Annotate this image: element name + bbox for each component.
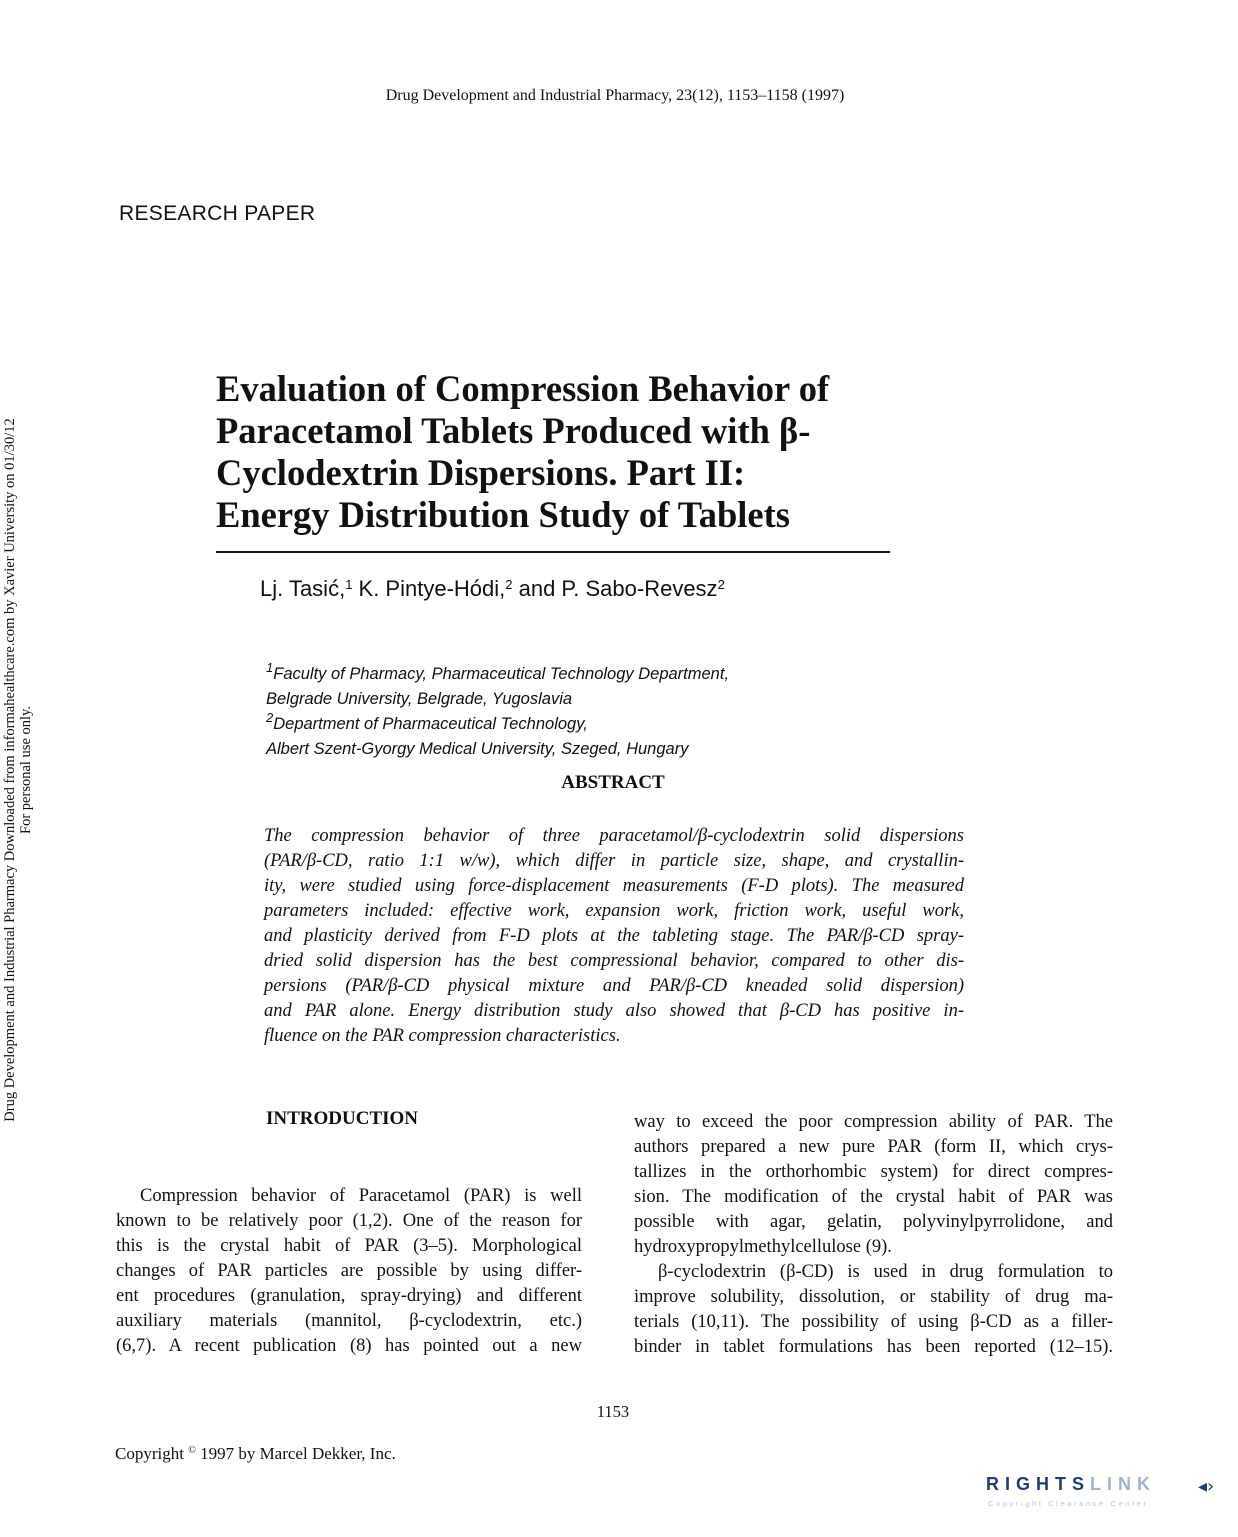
abstract-line: and plasticity derived from F-D plots at the tableting stage. The PAR/β-CD spray-	[264, 926, 964, 946]
body-line: this is the crystal habit of PAR (3–5). Morphological	[116, 1236, 582, 1256]
body-line: (6,7). A recent publication (8) has pointed out a new	[116, 1336, 582, 1356]
copyright-symbol: ©	[188, 1445, 196, 1456]
author-affiliation-mark: 2	[505, 577, 513, 592]
abstract-line: fluence on the PAR compression characteristics.	[264, 1026, 621, 1046]
body-line: possible with agar, gelatin, polyvinylpyrrolidone, and	[634, 1212, 1113, 1232]
body-column-left	[116, 1184, 582, 1359]
copyright-suffix: 1997 by Marcel Dekker, Inc.	[195, 1444, 396, 1463]
rightslink-arrow-icon: ◂›	[1198, 1476, 1215, 1497]
title-line: Cyclodextrin Dispersions. Part II:	[216, 452, 746, 493]
section-type-label: RESEARCH PAPER	[119, 202, 316, 225]
abstract-line: parameters included: effective work, expansion work, friction work, useful work,	[264, 901, 964, 921]
article-title	[216, 368, 896, 536]
abstract-line: persions (PAR/β-CD physical mixture and PAR/β-CD kneaded solid dispersion)	[264, 976, 964, 996]
page-number: 1153	[596, 1402, 630, 1421]
abstract-heading: ABSTRACT	[561, 772, 665, 793]
rightslink-logo[interactable]	[986, 1474, 1218, 1514]
author-name: K. Pintye-Hódi,	[352, 576, 506, 601]
rightslink-wordmark	[986, 1474, 1156, 1495]
title-line: Energy Distribution Study of Tablets	[216, 494, 790, 535]
affiliation-mark: 2	[266, 710, 274, 725]
title-line: Evaluation of Compression Behavior of	[216, 368, 830, 409]
affiliation-line	[266, 687, 729, 712]
body-line: sion. The modification of the crystal habit of PAR was	[634, 1187, 1113, 1207]
body-line: binder in tablet formulations has been reported (12–15).	[634, 1337, 1113, 1357]
abstract-body	[264, 824, 964, 1049]
author-affiliation-mark: 2	[717, 577, 725, 592]
copyright-prefix: Copyright	[115, 1444, 189, 1463]
body-column-right	[634, 1110, 1113, 1360]
affiliation-text: Albert Szent-Gyorgy Medical University, Szeged, Hungary	[266, 740, 689, 758]
body-line: changes of PAR particles are possible by using differ-	[116, 1261, 582, 1281]
body-line: auxiliary materials (mannitol, β-cyclodextrin, etc.)	[116, 1311, 582, 1331]
affiliation-line	[266, 662, 729, 687]
author-name: Lj. Tasić,	[260, 576, 346, 601]
abstract-line: dried solid dispersion has the best compressional behavior, compared to other dis-	[264, 951, 964, 971]
copyright-notice	[115, 1444, 396, 1464]
abstract-line: and PAR alone. Energy distribution study also showed that β-CD has positive in-	[264, 1001, 964, 1021]
body-line: ent procedures (granulation, spray-drying) and different	[116, 1286, 582, 1306]
affiliations	[266, 662, 729, 762]
body-line: tallizes in the orthorhombic system) for direct compres-	[634, 1162, 1113, 1182]
body-line: hydroxypropylmethylcellulose (9).	[634, 1237, 892, 1257]
journal-header: Drug Development and Industrial Pharmacy, 23(12), 1153–1158 (1997)	[385, 87, 845, 104]
author-list	[260, 576, 725, 602]
affiliation-line	[266, 712, 729, 737]
abstract-line: The compression behavior of three paracetamol/β-cyclodextrin solid dispersions	[264, 826, 964, 846]
download-notice-line-1: Drug Development and Industrial Pharmacy Downloaded from informahealthcare.com by Xavier University on 01/30/12	[2, 418, 18, 1122]
body-line: terials (10,11). The possibility of using β-CD as a filler-	[634, 1312, 1113, 1332]
download-notice	[2, 370, 47, 1170]
author-affiliation-mark: 1	[345, 577, 353, 592]
rightslink-tagline: Copyright Clearance Center	[988, 1499, 1149, 1508]
title-line: Paracetamol Tablets Produced with β-	[216, 410, 811, 451]
rightslink-link-text: LINK	[1090, 1474, 1157, 1494]
body-line: improve solubility, dissolution, or stability of drug ma-	[634, 1287, 1113, 1307]
body-line: known to be relatively poor (1,2). One of the reason for	[116, 1211, 582, 1231]
rightslink-rights-text: RIGHTS	[986, 1474, 1091, 1494]
affiliation-mark: 1	[266, 660, 274, 675]
author-name: and P. Sabo-Revesz	[512, 576, 718, 601]
body-line: authors prepared a new pure PAR (form II, which crys-	[634, 1137, 1113, 1157]
affiliation-line	[266, 737, 729, 762]
affiliation-text: Belgrade University, Belgrade, Yugoslavia	[266, 690, 573, 708]
body-line: Compression behavior of Paracetamol (PAR) is well	[140, 1186, 582, 1206]
abstract-line: ity, were studied using force-displacement measurements (F-D plots). The measured	[264, 876, 964, 896]
introduction-heading: INTRODUCTION	[266, 1108, 419, 1129]
title-divider	[216, 551, 890, 553]
body-line: way to exceed the poor compression ability of PAR. The	[634, 1112, 1113, 1132]
download-notice-line-2: For personal use only.	[18, 706, 34, 834]
affiliation-text: Department of Pharmaceutical Technology,	[273, 715, 588, 733]
abstract-line: (PAR/β-CD, ratio 1:1 w/w), which differ in particle size, shape, and crystallin-	[264, 851, 964, 871]
body-line: β-cyclodextrin (β-CD) is used in drug formulation to	[658, 1262, 1113, 1282]
affiliation-text: Faculty of Pharmacy, Pharmaceutical Technology Department,	[273, 665, 730, 683]
